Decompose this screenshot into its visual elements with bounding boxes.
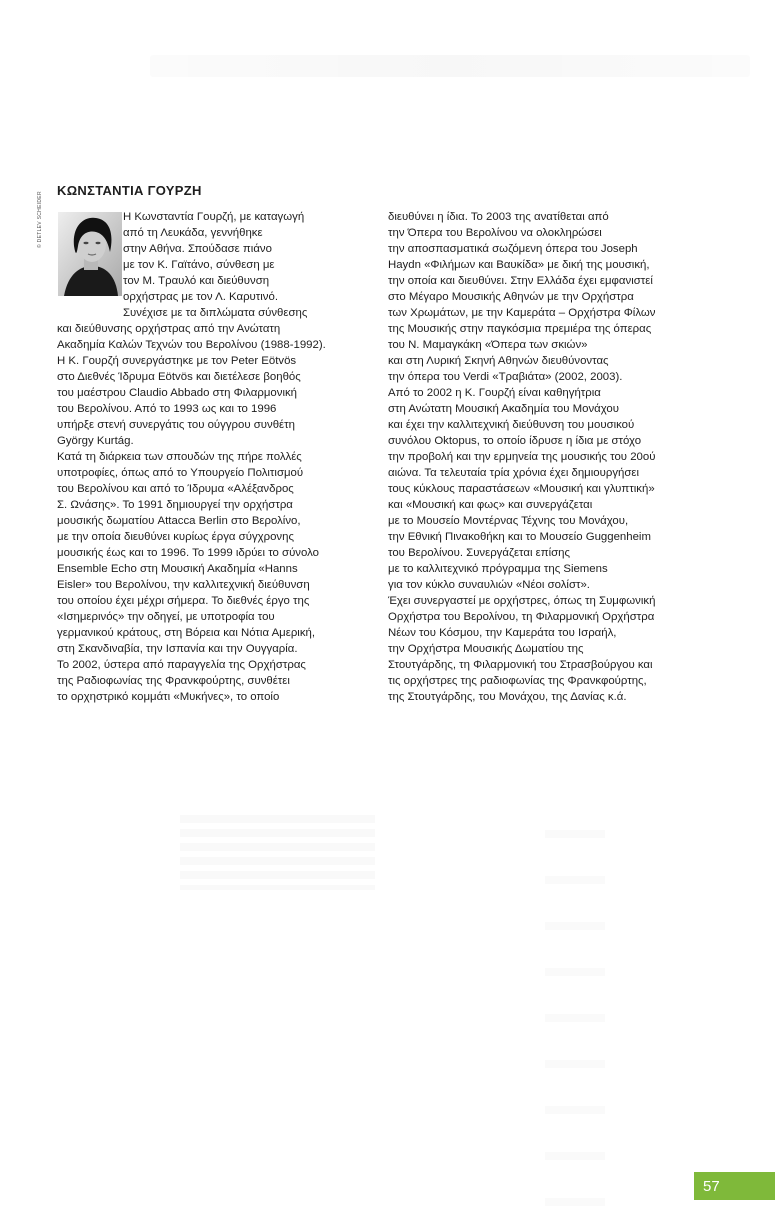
text-line: με το καλλιτεχνικό πρόγραμμα της Siemens: [388, 563, 608, 575]
photo-credit: © DETLEV SCHEIDER: [37, 191, 43, 248]
text-line: τον Μ. Τραυλό και διεύθυνση: [123, 275, 270, 287]
text-line: με την οποία διευθύνει κυρίως έργα σύγχρονης: [57, 531, 294, 543]
text-line: μουσικής έως και το 1996. Το 1999 ιδρύει το σύνολο: [57, 547, 319, 559]
article-title: ΚΩΝΣΤΑΝΤΙΑ ΓΟΥΡΖΗ: [57, 183, 202, 198]
text-line: του οποίου έχει μέχρι σήμερα. Το διεθνές έργο της: [57, 595, 310, 607]
text-line: Στουτγάρδης, τη Φιλαρμονική του Στρασβούργου και: [388, 659, 653, 671]
text-line: Haydn «Φιλήμων και Βαυκίδα» με δική της μουσική,: [388, 259, 650, 271]
text-line: μουσικής δωματίου Attacca Berlin στο Βερολίνο,: [57, 515, 301, 527]
text-line: Η Κωνσταντία Γουρζή, με καταγωγή: [123, 211, 305, 223]
text-line: την Όπερα του Βερολίνου να ολοκληρώσει: [388, 227, 602, 239]
text-line: υπήρξε στενή συνεργάτις του ούγγρου συνθέτη: [57, 419, 295, 431]
text-line: Το 2002, ύστερα από παραγγελία της Ορχήστρας: [57, 659, 306, 671]
text-line: και «Μουσική και φως» και συνεργάζεται: [388, 499, 593, 511]
text-line: συνόλου Oktopus, το οποίο ίδρυσε η ίδια με στόχο: [388, 435, 642, 447]
text-line: στη Ανώτατη Μουσική Ακαδημία του Μονάχου: [388, 403, 619, 415]
text-line: και έχει την καλλιτεχνική διεύθυνση του μουσικού: [388, 419, 635, 431]
text-line: και διεύθυνσης ορχήστρας από την Ανώτατη: [57, 323, 281, 335]
text-line: ορχήστρας με τον Λ. Καρυτινό.: [123, 291, 279, 303]
text-line: με το Μουσείο Μοντέρνας Τέχνης του Μονάχου,: [388, 515, 629, 527]
text-line: τις ορχήστρες της ραδιοφωνίας της Φρανκφούρτης,: [388, 675, 647, 687]
text-line: Κατά τη διάρκεια των σπουδών της πήρε πολλές: [57, 451, 302, 463]
text-line: υποτροφίες, όπως από το Υπουργείο Πολιτισμού: [57, 467, 304, 479]
text-line: του Βερολίνου και από το Ίδρυμα «Αλέξανδρος: [57, 483, 294, 495]
text-line: Από το 2002 η Κ. Γουρζή είναι καθηγήτρια: [388, 387, 601, 399]
text-line: Συνέχισε με τα διπλώματα σύνθεσης: [123, 307, 308, 319]
text-line: στο Μέγαρο Μουσικής Αθηνών με την Ορχήστρα: [388, 291, 634, 303]
text-line: την όπερα του Verdi «Τραβιάτα» (2002, 2003).: [388, 371, 623, 383]
text-line: και στη Λυρική Σκηνή Αθηνών διευθύνοντας: [388, 355, 609, 367]
text-line: τους κύκλους παραστάσεων «Μουσική και γλυπτική»: [388, 483, 655, 495]
text-line: από τη Λευκάδα, γεννήθηκε: [123, 227, 263, 239]
text-line: στη Σκανδιναβία, την Ισπανία και την Ουγγαρία.: [57, 643, 298, 655]
text-line: στο Διεθνές Ίδρυμα Eötvös και διετέλεσε βοηθός: [57, 371, 301, 383]
text-line: του μαέστρου Claudio Abbado στη Φιλαρμονική: [57, 387, 298, 399]
text-line: την Εθνική Πινακοθήκη και το Μουσείο Guggenheim: [388, 531, 651, 543]
text-line: Ensemble Echo στη Μουσική Ακαδημία «Hanns: [57, 563, 298, 575]
text-line: την οποία και διευθύνει. Στην Ελλάδα έχει εμφανιστεί: [388, 275, 653, 287]
text-line: Σ. Ωνάσης». Το 1991 δημιουργεί την ορχήστρα: [57, 499, 293, 511]
show-through-text-block-right: [545, 830, 605, 1210]
text-line: της Μουσικής στην παγκόσμια πρεμιέρα της όπερας: [388, 323, 652, 335]
page-number: 57: [703, 1178, 720, 1195]
text-line: Eisler» του Βερολίνου, την καλλιτεχνική διεύθυνση: [57, 579, 310, 591]
text-line: αιώνα. Τα τελευταία τρία χρόνια έχει δημιουργήσει: [388, 467, 639, 479]
text-line: György Kurtág.: [57, 435, 134, 447]
text-line: του Ν. Μαμαγκάκη «Όπερα των σκιών»: [388, 339, 588, 351]
text-line: Έχει συνεργαστεί με ορχήστρες, όπως τη Συμφωνική: [388, 595, 656, 607]
text-line: «Ισημερινός» την οδηγεί, με υποτροφία του: [57, 611, 275, 623]
article-column-right: [388, 209, 728, 705]
text-line: των Χρωμάτων, με την Καμεράτα – Ορχήστρα Φίλων: [388, 307, 656, 319]
text-line: του Βερολίνου. Συνεργάζεται επίσης: [388, 547, 570, 559]
text-line: στην Αθήνα. Σπούδασε πιάνο: [123, 243, 272, 255]
text-line: της Στουτγάρδης, του Μονάχου, της Δανίας κ.ά.: [388, 691, 627, 703]
text-line: της Ραδιοφωνίας της Φρανκφούρτης, συνθέτει: [57, 675, 290, 687]
show-through-heading: [150, 55, 750, 77]
text-line: του Βερολίνου. Από το 1993 ως και το 1996: [57, 403, 277, 415]
text-line: Ακαδημία Καλών Τεχνών του Βερολίνου (1988-1992).: [57, 339, 326, 351]
text-line: την αποσπασματικά σωζόμενη όπερα του Joseph: [388, 243, 638, 255]
show-through-text-block: [180, 815, 375, 890]
text-line: για τον κύκλο συναυλιών «Νέοι σολίστ».: [388, 579, 590, 591]
text-line: την Ορχήστρα Μουσικής Δωματίου της: [388, 643, 584, 655]
article-column-left: [57, 209, 342, 705]
text-line: γερμανικού κράτους, στη Βόρεια και Νότια Αμερική,: [57, 627, 316, 639]
text-line: το ορχηστρικό κομμάτι «Μυκήνες», το οποίο: [57, 691, 280, 703]
text-line: Ορχήστρα του Βερολίνου, τη Φιλαρμονική Ορχήστρα: [388, 611, 655, 623]
text-line: με τον Κ. Γαϊτάνο, σύνθεση με: [123, 259, 275, 271]
text-line: την προβολή και την ερμηνεία της μουσικής του 20ού: [388, 451, 656, 463]
text-line: διευθύνει η ίδια. Το 2003 της ανατίθεται από: [388, 211, 609, 223]
text-line: Νέων του Κόσμου, την Καμεράτα του Ισραήλ,: [388, 627, 617, 639]
text-line: Η Κ. Γουρζή συνεργάστηκε με τον Peter Eötvös: [57, 355, 297, 367]
